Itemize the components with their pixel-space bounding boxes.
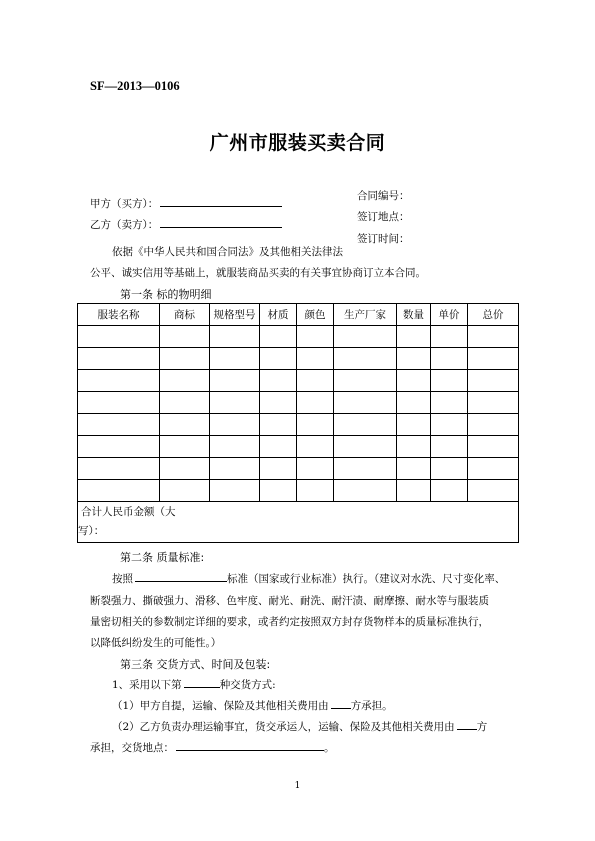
option1-party-blank[interactable] (331, 698, 351, 709)
table-cell[interactable] (297, 480, 334, 502)
table-cell[interactable] (160, 480, 210, 502)
table-cell[interactable] (160, 436, 210, 458)
table-cell[interactable] (210, 414, 260, 436)
article2-prefix: 按照 (112, 573, 133, 585)
option2-text: （2）乙方负责办理运输事宜，货交承运人，运输、保险及其他相关费用由 (112, 721, 455, 733)
table-header-cell: 商标 (160, 304, 210, 326)
table-cell[interactable] (468, 370, 519, 392)
article2-line1-rest: 标准（国家或行业标准）执行。（建议对水洗、尺寸变化率、 (227, 573, 506, 585)
table-cell[interactable] (78, 392, 160, 414)
table-row (78, 414, 519, 436)
table-cell[interactable] (334, 436, 397, 458)
total-label-line-1: 合计人民币金额（大 (81, 506, 176, 518)
table-cell[interactable] (468, 480, 519, 502)
article2-line-2: 断裂强力、撕破强力、滑移、色牢度、耐光、耐洗、耐汗渍、耐摩擦、耐水等与服装质 (90, 595, 489, 607)
delivery-method-blank[interactable] (184, 677, 220, 688)
option1-suffix: 方承担。 (350, 700, 393, 712)
table-cell[interactable] (334, 326, 397, 348)
table-cell[interactable] (334, 348, 397, 370)
table-cell[interactable] (78, 480, 160, 502)
table-cell[interactable] (78, 348, 160, 370)
table-cell[interactable] (468, 414, 519, 436)
table-cell[interactable] (397, 392, 431, 414)
table-cell[interactable] (468, 326, 519, 348)
table-cell[interactable] (210, 458, 260, 480)
table-cell[interactable] (297, 348, 334, 370)
table-cell[interactable] (210, 348, 260, 370)
buyer-blank[interactable] (160, 196, 282, 207)
table-cell[interactable] (260, 436, 297, 458)
sign-time-label: 签订时间： (357, 233, 410, 245)
table-cell[interactable] (160, 458, 210, 480)
article2-line-3: 量密切相关的参数制定详细的要求，或者约定按照双方封存货物样本的质量标准执行， (90, 616, 489, 628)
table-cell[interactable] (78, 436, 160, 458)
table-cell[interactable] (468, 348, 519, 370)
quality-standard-blank[interactable] (135, 571, 227, 582)
table-row (78, 370, 519, 392)
option1-text: （1）甲方自提，运输、保险及其他相关费用由 (112, 700, 329, 712)
table-cell[interactable] (160, 326, 210, 348)
table-cell[interactable] (210, 436, 260, 458)
table-header-row (78, 304, 519, 326)
table-row (78, 326, 519, 348)
table-cell[interactable] (78, 458, 160, 480)
article3-option-2-cont (90, 740, 335, 755)
table-cell[interactable] (431, 326, 468, 348)
table-cell[interactable] (78, 414, 160, 436)
article3-option-1 (112, 698, 393, 713)
table-cell[interactable] (334, 392, 397, 414)
table-cell[interactable] (297, 414, 334, 436)
table-cell[interactable] (431, 392, 468, 414)
table-cell[interactable] (431, 348, 468, 370)
delivery-place-blank[interactable] (176, 740, 324, 751)
table-header-cell: 服装名称 (78, 304, 160, 326)
table-cell[interactable] (397, 436, 431, 458)
table-header-cell: 总价 (468, 304, 519, 326)
table-cell[interactable] (297, 458, 334, 480)
table-row (78, 436, 519, 458)
table-cell[interactable] (260, 480, 297, 502)
table-cell[interactable] (397, 480, 431, 502)
table-row (78, 392, 519, 414)
table-cell[interactable] (431, 480, 468, 502)
table-header-cell: 颜色 (297, 304, 334, 326)
item1-suffix: 种交货方式: (219, 679, 276, 691)
table-cell[interactable] (397, 326, 431, 348)
document-code: SF—2013—0106 (90, 79, 180, 93)
option2-suffix: 方 (476, 721, 488, 733)
table-cell[interactable] (160, 414, 210, 436)
article3-title: 第三条 交货方式、时间及包装: (120, 658, 271, 671)
contract-title: 广州市服装买卖合同 (209, 132, 386, 154)
option2-cont-text: 承担，交货地点： (90, 742, 174, 754)
seller-line (90, 217, 282, 232)
table-header-cell: 材质 (260, 304, 297, 326)
table-cell[interactable] (297, 370, 334, 392)
table-cell[interactable] (334, 458, 397, 480)
table-header-cell: 规格型号 (210, 304, 260, 326)
table-cell[interactable] (334, 414, 397, 436)
sign-place-label: 签订地点： (357, 211, 410, 223)
table-cell[interactable] (78, 370, 160, 392)
table-cell[interactable] (468, 436, 519, 458)
table-cell[interactable] (397, 414, 431, 436)
option2-party-blank[interactable] (457, 719, 477, 730)
total-label-line-2: 写）： (78, 525, 105, 537)
table-cell[interactable] (334, 480, 397, 502)
table-header-cell: 单价 (431, 304, 468, 326)
table-cell[interactable] (334, 370, 397, 392)
article2-title: 第二条 质量标准: (120, 551, 205, 564)
table-cell[interactable] (160, 392, 210, 414)
buyer-label: 甲方（买方）： (90, 198, 159, 210)
intro-line-1: 依据《中华人民共和国合同法》及其他相关法律法 (112, 246, 343, 258)
table-cell[interactable] (468, 392, 519, 414)
table-cell[interactable] (260, 326, 297, 348)
table-cell[interactable] (160, 370, 210, 392)
table-row (78, 458, 519, 480)
table-row (78, 480, 519, 502)
table-header-cell: 生产厂家 (334, 304, 397, 326)
intro-line-2: 公平、诚实信用等基础上，就服装商品买卖的有关事宜协商订立本合同。 (90, 267, 426, 279)
table-cell[interactable] (431, 414, 468, 436)
table-cell[interactable] (431, 370, 468, 392)
goods-table (77, 303, 519, 543)
table-cell[interactable] (431, 436, 468, 458)
article3-option-2 (112, 719, 487, 734)
table-cell[interactable] (210, 392, 260, 414)
contract-no-label: 合同编号： (357, 190, 410, 202)
seller-blank[interactable] (160, 217, 282, 228)
table-cell[interactable] (397, 370, 431, 392)
table-cell[interactable] (260, 414, 297, 436)
page-number: 1 (294, 781, 301, 791)
table-cell[interactable] (260, 458, 297, 480)
table-cell[interactable] (78, 326, 160, 348)
table-header-cell: 数量 (397, 304, 431, 326)
seller-label: 乙方（卖方）： (90, 219, 159, 231)
table-cell[interactable] (297, 392, 334, 414)
table-cell[interactable] (210, 370, 260, 392)
article2-line-4: 以降低纠纷发生的可能性。） (90, 637, 222, 649)
table-cell[interactable] (260, 392, 297, 414)
article3-item-1 (112, 677, 276, 692)
table-cell[interactable] (210, 480, 260, 502)
article1-title: 第一条 标的物明细 (120, 288, 212, 301)
table-cell[interactable] (210, 326, 260, 348)
total-row (78, 502, 519, 543)
table-cell[interactable] (260, 348, 297, 370)
item1-prefix: 1、采用以下第 (112, 679, 182, 691)
table-cell[interactable] (297, 436, 334, 458)
table-cell[interactable] (431, 458, 468, 480)
table-cell[interactable] (260, 370, 297, 392)
table-cell[interactable] (468, 458, 519, 480)
article2-line-1 (112, 571, 505, 586)
table-cell[interactable] (397, 348, 431, 370)
table-cell[interactable] (297, 326, 334, 348)
buyer-line (90, 196, 282, 211)
option2-end: 。 (324, 742, 335, 754)
table-cell[interactable] (160, 348, 210, 370)
table-row (78, 348, 519, 370)
total-amount-cell[interactable] (78, 502, 519, 543)
table-cell[interactable] (397, 458, 431, 480)
